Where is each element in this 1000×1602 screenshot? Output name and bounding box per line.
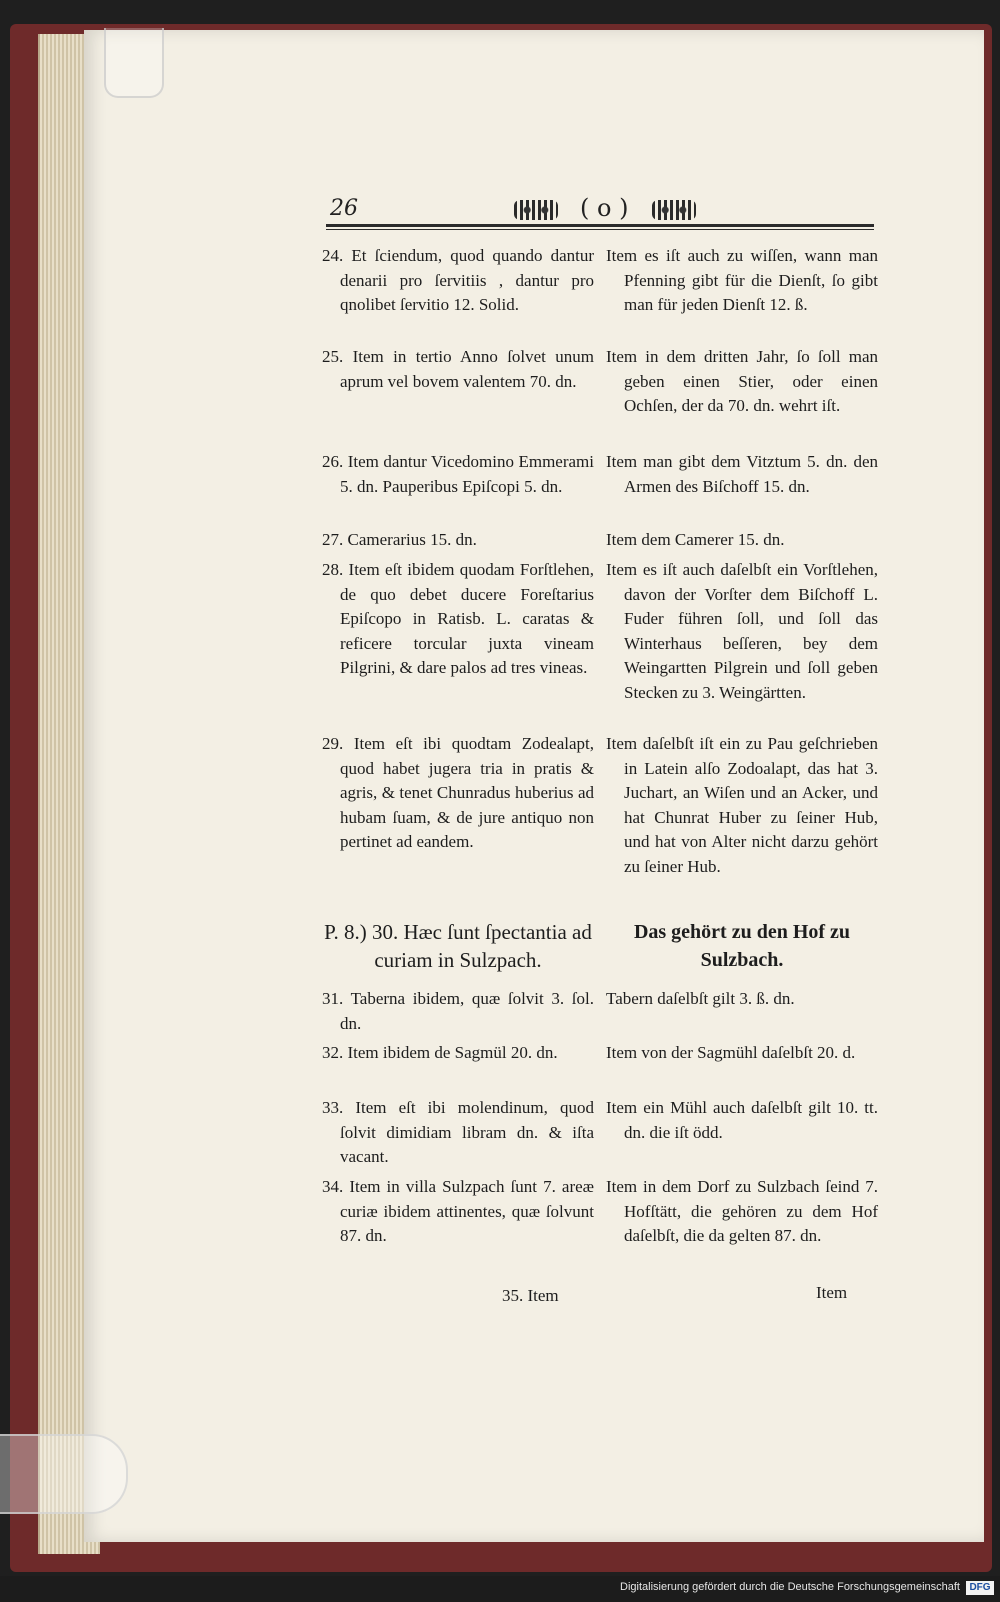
latin-entry-33: 33. Item eſt ibi molendinum, quod ſolvit dimidiam libram dn. & iſta vacant. (322, 1098, 594, 1166)
page-clip-bottom (0, 1434, 128, 1514)
german-entry-31: Tabern daſelbſt gilt 3. ß. dn. (606, 989, 795, 1008)
latin-entry-34: 34. Item in villa Sulzpach ſunt 7. areæ curiæ ibidem attinentes, quæ ſolvunt 87. dn. (322, 1177, 594, 1245)
latin-entry-24: 24. Et ſciendum, quod quando dantur denarii pro ſervitiis , dantur pro qnolibet ſervitio 12. Solid. (322, 246, 594, 314)
german-entry-33: Item ein Mühl auch daſelbſt gilt 10. tt. dn. die iſt ödd. (606, 1098, 878, 1142)
latin-heading: P. 8.) 30. Hæc ſunt ſpectantia ad curiam in Sulzpach. (324, 920, 592, 972)
german-entry-25: Item in dem dritten Jahr, ſo ſoll man geben einen Stier, oder einen Ochſen, der da 70. dn. wehrt iſt. (606, 347, 878, 415)
catchword-right: Item (816, 1283, 848, 1302)
page-number: 26 (330, 196, 358, 221)
german-entry-27: Item dem Camerer 15. dn. (606, 530, 785, 549)
page-clip-top (104, 28, 164, 98)
footer-credit: Digitalisierung gefördert durch die Deutsche Forschungsgemeinschaft (620, 1581, 960, 1593)
latin-entry-26: 26. Item dantur Vicedomino Emmerami 5. dn. Pauperibus Epiſcopi 5. dn. (322, 452, 594, 496)
german-entry-24: Item es iſt auch zu wiſſen, wann man Pfenning gibt für die Dienſt, ſo gibt man für jeden Dienſt 12. ß. (606, 246, 878, 314)
latin-entry-32: 32. Item ibidem de Sagmül 20. dn. (322, 1043, 558, 1062)
footer-bar (0, 1576, 1000, 1602)
header-mark: ( o ) (580, 194, 629, 222)
german-entry-28: Item es iſt auch daſelbſt ein Vorſtlehen, davon der Vorſter dem Biſchoff L. Fuder führen ſoll, und ſoll das Winterhaus beſſeren, bey dem Weingartten Pilgrein und ſoll geben Stecken zu 3. Weingärtten. (606, 560, 878, 702)
german-entry-26: Item man gibt dem Vitztum 5. dn. den Armen des Biſchoff 15. dn. (606, 452, 878, 496)
latin-entry-28: 28. Item eſt ibidem quodam Forſtlehen, de quo debet ducere Foreſtarius Epiſcopo in Ratisb. L. caratas & reficere torcular juxta vineam Pilgrini, & dare palos ad tres vineas. (322, 560, 594, 677)
dfg-logo: DFG (966, 1581, 994, 1595)
german-entry-32: Item von der Sagmühl daſelbſt 20. d. (606, 1043, 856, 1062)
german-entry-29: Item daſelbſt iſt ein zu Pau geſchrieben in Latein alſo Zodoalapt, das hat 3. Juchart, an Wiſen und an Acker, und hat Chunrat Huber zu ſeiner Hub, und hat von Alter nicht darzu gehört zu ſeiner Hub. (606, 734, 878, 876)
latin-entry-25: 25. Item in tertio Anno ſolvet unum aprum vel bovem valentem 70. dn. (322, 347, 594, 391)
ornament-right-icon (652, 200, 696, 220)
catchword-left: 35. Item (502, 1286, 559, 1305)
german-heading: Das gehört zu den Hof zu Sulzbach. (633, 921, 851, 971)
latin-entry-29: 29. Item eſt ibi quodtam Zodealapt, quod habet jugera tria in pratis & agris, & tenet Chunradus huberius ad hubam ſuam, & de jure antiquo non pertinet ad eandem. (322, 734, 594, 851)
header-rule (326, 224, 874, 227)
latin-entry-27: 27. Camerarius 15. dn. (322, 530, 477, 549)
latin-entry-31: 31. Taberna ibidem, quæ ſolvit 3. ſol. dn. (322, 989, 594, 1033)
german-entry-34: Item in dem Dorf zu Sulzbach ſeind 7. Hofſtätt, die gehören zu dem Hof daſelbſt, die da gelten 87. dn. (606, 1177, 878, 1245)
header-rule-thin (326, 229, 874, 230)
ornament-left-icon (514, 200, 558, 220)
